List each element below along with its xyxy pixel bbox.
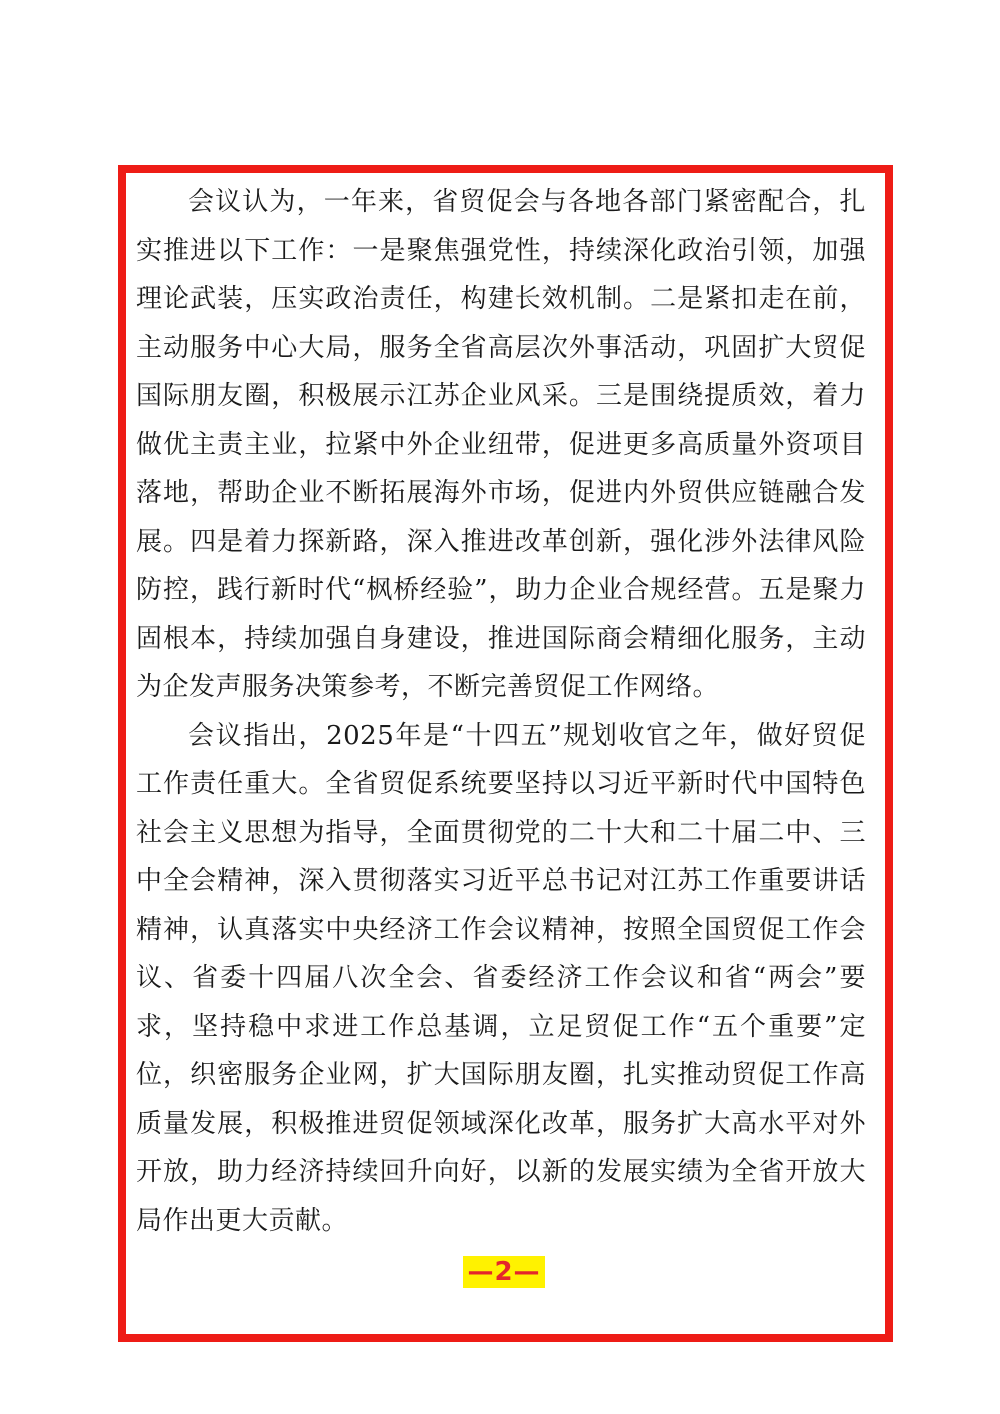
paragraph-meeting-directive: 会议指出，2025年是“十四五”规划收官之年，做好贸促工作责任重大。全省贸促系统要坚持以习近平新时代中国特色社会主义思想为指导，全面贯彻党的二十大和二十届二中、三中全会精神，深入贯彻落实习近平总书记对江苏工作重要讲话精神，认真落实中央经济工作会议精神，按照全国贸促工作会议、省委十四届八次全会、省委经济工作会议和省“两会”要求，坚持稳中求进工作总基调，立足贸促工作“五个重要”定位，织密服务企业网，扩大国际朋友圈，扎实推动贸促工作高质量发展，积极推进贸促领域深化改革，服务扩大高水平对外开放，助力经济持续回升向好，以新的发展实绩为全省开放大局作出更大贡献。 (136, 720, 866, 1236)
page-number: —2— (463, 1256, 545, 1288)
paragraph-meeting-review: 会议认为，一年来，省贸促会与各地各部门紧密配合，扎实推进以下工作：一是聚焦强党性，持续深化政治引领，加强理论武装，压实政治责任，构建长效机制。二是紧扣走在前，主动服务中心大局，服务全省高层次外事活动，巩固扩大贸促国际朋友圈，积极展示江苏企业风采。三是围绕提质效，着力做优主责主业，拉紧中外企业纽带，促进更多高质量外资项目落地，帮助企业不断拓展海外市场，促进内外贸供应链融合发展。四是着力探新路，深入推进改革创新，强化涉外法律风险防控，践行新时代“枫桥经验”，助力企业合规经营。五是聚力固根本，持续加强自身建设，推进国际商会精细化服务，主动为企发声服务决策参考，不断完善贸促工作网络。 (136, 187, 866, 702)
document-body (136, 178, 866, 1245)
